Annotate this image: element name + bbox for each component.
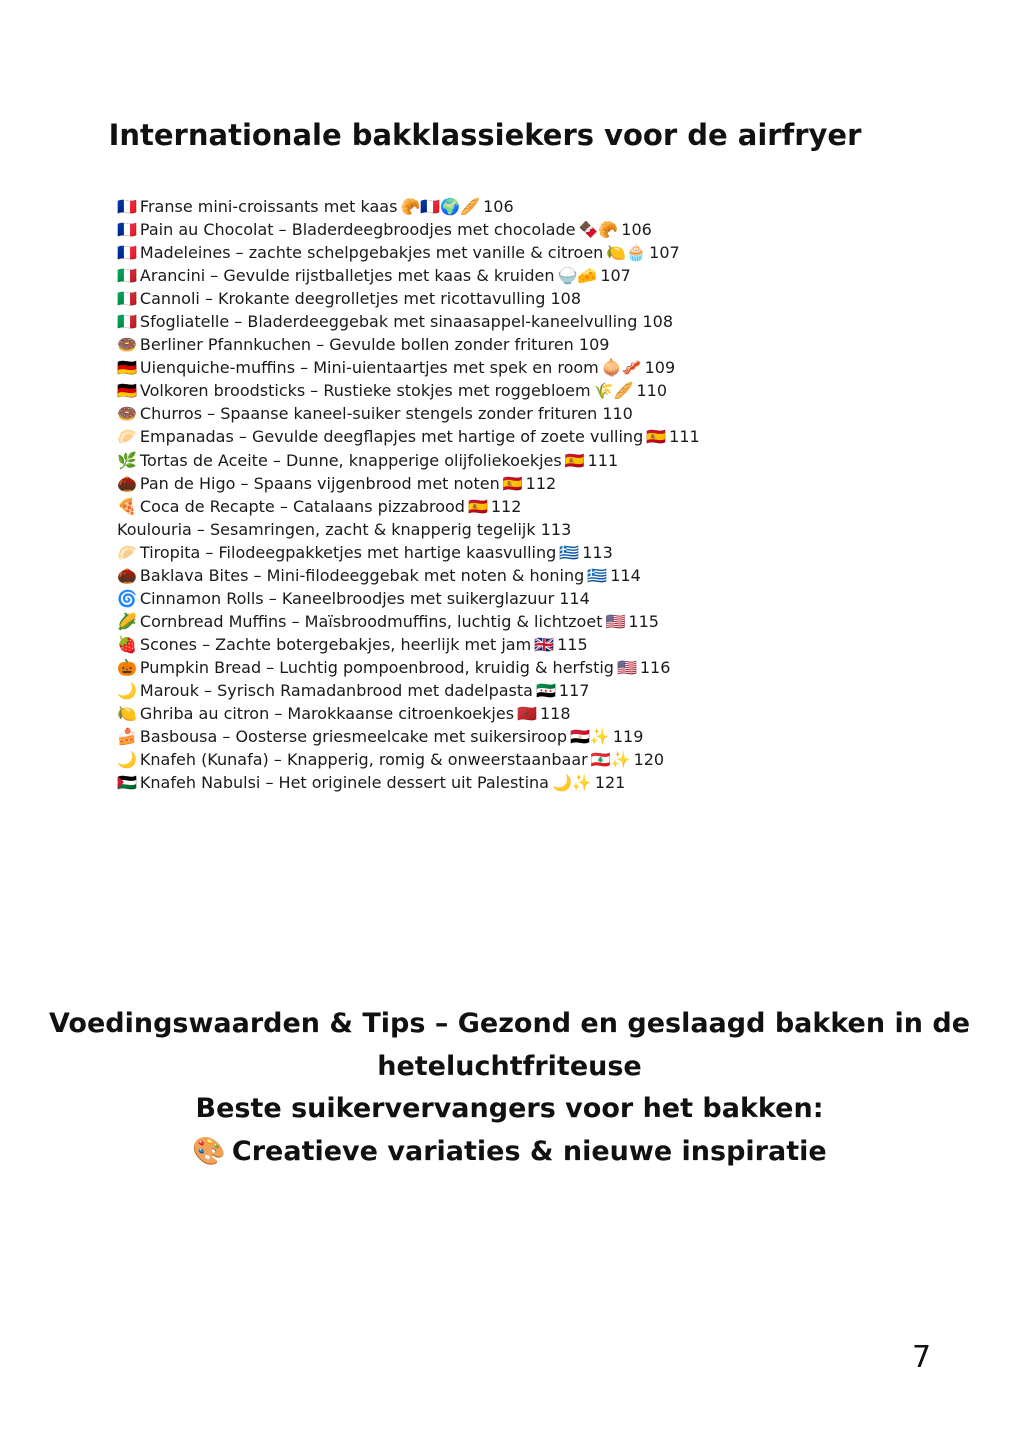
toc-entry-title: Berliner Pfannkuchen – Gevulde bollen zonder frituren: [139, 335, 574, 355]
section-headings: [0, 1003, 1019, 1173]
toc-entry: [117, 748, 917, 771]
toc-page-number: 116: [639, 657, 671, 677]
toc-lead-icon: 🥟: [117, 427, 137, 447]
toc-lead-icon: 🍋: [117, 704, 137, 724]
toc-entry: [117, 310, 917, 333]
section-heading-line-4: [0, 1131, 1019, 1174]
toc-entry-title: Baklava Bites – Mini-filodeeggebak met noten & honing: [139, 565, 585, 585]
toc-page-number: 121: [594, 773, 626, 793]
toc-page-number: 119: [612, 727, 644, 747]
toc-page-number: 115: [557, 634, 588, 654]
toc-entry-title: Madeleines – zachte schelpgebakjes met vanille & citroen: [139, 243, 604, 263]
toc-page-number: 106: [483, 197, 514, 216]
toc-lead-icon: 🇫🇷: [117, 197, 137, 216]
toc-entry-title: Arancini – Gevulde rijstballetjes met kaas & kruiden: [139, 266, 555, 286]
section-heading-line-1: Voedingswaarden & Tips – Gezond en geslaagd bakken in de: [48, 1008, 971, 1039]
toc-entry-title: Sfogliatelle – Bladerdeeggebak met sinaasappel-kaneelvulling: [139, 312, 638, 332]
toc-lead-icon: 🌙: [117, 680, 137, 700]
toc-entry: [117, 356, 917, 379]
toc-trail-icons: 🇲🇦: [517, 704, 537, 724]
toc-page-number: 113: [540, 519, 572, 539]
toc-entry: [117, 195, 917, 218]
toc-page-number: 110: [602, 404, 633, 424]
toc-entry: [117, 564, 917, 587]
toc-entry: [117, 287, 917, 310]
toc-lead-icon: 🌀: [117, 588, 137, 608]
toc-trail-icons: 🇪🇬✨: [570, 727, 610, 747]
toc-trail-icons: 🌾🥖: [593, 381, 634, 401]
toc-entry-title: Koulouria – Sesamringen, zacht & knapperig tegelijk: [117, 519, 536, 539]
toc-page-number: 114: [559, 588, 590, 608]
toc-trail-icons: 🥐🇫🇷🌍🥖: [400, 197, 481, 216]
toc-page-number: 106: [621, 220, 652, 240]
toc-trail-icons: 🇸🇾: [535, 680, 556, 700]
toc-trail-icons: 🇪🇸: [646, 427, 667, 447]
toc-trail-icons: 🍫🥐: [578, 220, 619, 240]
toc-page-number: 120: [633, 750, 665, 770]
toc-entry: [117, 241, 917, 264]
toc-lead-icon: 🍩: [117, 335, 137, 355]
toc-entry: [117, 725, 917, 748]
toc-page-number: 115: [628, 611, 659, 631]
toc-lead-icon: 🌰: [117, 473, 137, 493]
toc-trail-icons: 🇺🇸: [616, 657, 637, 677]
toc-trail-icons: 🇬🇷: [559, 542, 580, 562]
section-heading-line-4-text: Creatieve variaties & nieuwe inspiratie: [231, 1135, 827, 1167]
toc-entry-title: Uienquiche-muffins – Mini-uientaartjes met spek en room: [139, 358, 599, 378]
toc-entry: [117, 379, 917, 402]
toc-entry-title: Tiropita – Filodeegpakketjes met hartige kaasvulling: [139, 542, 557, 562]
toc-entry-title: Pumpkin Bread – Luchtig pompoenbrood, kruidig & herfstig: [139, 657, 614, 677]
toc-trail-icons: 🇬🇷: [587, 565, 608, 585]
toc-entry: [117, 771, 917, 794]
toc-lead-icon: 🍓: [117, 634, 137, 654]
toc-trail-icons: 🇱🇧✨: [590, 750, 631, 770]
toc-lead-icon: 🍰: [117, 727, 137, 747]
toc-trail-icons: 🍚🧀: [557, 266, 598, 286]
toc-entry-title: Cornbread Muffins – Maïsbroodmuffins, luchtig & lichtzoet: [139, 611, 603, 631]
page-title: Internationale bakklassiekers voor de airfryer: [108, 118, 862, 152]
toc-trail-icons: 🧅🥓: [601, 358, 642, 378]
toc-entry-title: Coca de Recapte – Catalaans pizzabrood: [139, 496, 465, 516]
toc-entry: [117, 402, 917, 425]
toc-entry: [117, 518, 917, 541]
toc-lead-icon: 🇮🇹: [117, 289, 137, 309]
toc-entry: [117, 449, 917, 472]
toc-lead-icon: 🎃: [117, 657, 137, 677]
toc-lead-icon: 🌿: [117, 450, 137, 470]
toc-lead-icon: 🇩🇪: [117, 381, 137, 401]
toc-entry: [117, 587, 917, 610]
toc-lead-icon: 🍕: [117, 496, 137, 516]
toc-entry: [117, 425, 917, 448]
toc-lead-icon: 🇮🇹: [117, 312, 137, 332]
toc-entry: [117, 679, 917, 702]
toc-trail-icons: 🇬🇧: [534, 634, 555, 654]
toc-page-number: 109: [644, 358, 676, 378]
toc-trail-icons: 🇪🇸: [502, 473, 523, 493]
toc-entry: [117, 264, 917, 287]
toc-page-number: 108: [550, 289, 582, 309]
section-heading-line-2: heteluchtfriteuse: [377, 1050, 642, 1082]
toc-page-number: 107: [600, 266, 631, 286]
toc-page-number: 118: [539, 704, 571, 724]
toc-entry: [117, 218, 917, 241]
toc-entry: [117, 702, 917, 725]
toc-trail-icons: 🌙✨: [551, 773, 592, 793]
toc-entry: [117, 610, 917, 633]
toc-trail-icons: 🇪🇸: [467, 496, 488, 516]
page-number: 7: [912, 1340, 932, 1375]
toc-lead-icon: 🌰: [117, 565, 137, 585]
toc-page-number: 107: [649, 243, 680, 263]
toc-lead-icon: 🇫🇷: [117, 243, 137, 263]
toc-lead-icon: 🍩: [117, 404, 137, 424]
toc-page-number: 111: [587, 450, 619, 470]
toc-entry: [117, 541, 917, 564]
toc-entry-title: Marouk – Syrisch Ramadanbrood met dadelpasta: [139, 680, 533, 700]
toc-entry-title: Basbousa – Oosterse griesmeelcake met suikersiroop: [139, 727, 567, 747]
toc-lead-icon: 🇮🇹: [117, 266, 137, 286]
toc-entry-title: Knafeh Nabulsi – Het originele dessert uit Palestina: [139, 773, 549, 793]
toc-trail-icons: 🍋🧁: [606, 243, 647, 263]
toc-entry-title: Knafeh (Kunafa) – Knapperig, romig & onweerstaanbaar: [139, 750, 588, 770]
toc-lead-icon: 🇵🇸: [117, 773, 137, 793]
table-of-contents: [117, 195, 917, 794]
toc-entry-title: Pan de Higo – Spaans vijgenbrood met noten: [139, 473, 500, 493]
toc-entry-title: Churros – Spaanse kaneel-suiker stengels zonder frituren: [139, 404, 598, 424]
toc-entry-title: Cannoli – Krokante deegrolletjes met ricottavulling: [139, 289, 546, 309]
toc-trail-icons: 🇺🇸: [605, 611, 626, 631]
toc-page-number: 109: [578, 335, 610, 355]
palette-icon: 🎨: [192, 1135, 226, 1167]
toc-entry-title: Tortas de Aceite – Dunne, knapperige olijfoliekoekjes: [139, 450, 562, 470]
toc-entry: [117, 656, 917, 679]
toc-lead-icon: 🇩🇪: [117, 358, 137, 378]
toc-page-number: 114: [610, 565, 641, 585]
toc-trail-icons: 🇪🇸: [564, 450, 585, 470]
toc-entry-title: Ghriba au citron – Marokkaanse citroenkoekjes: [139, 704, 515, 724]
toc-entry-title: Scones – Zachte botergebakjes, heerlijk met jam: [139, 634, 532, 654]
toc-entry: [117, 633, 917, 656]
toc-page-number: 110: [636, 381, 667, 401]
toc-lead-icon: 🌙: [117, 750, 137, 770]
toc-entry-title: Cinnamon Rolls – Kaneelbroodjes met suikerglazuur: [139, 588, 555, 608]
toc-lead-icon: 🌽: [117, 611, 137, 631]
toc-entry: [117, 495, 917, 518]
toc-page-number: 112: [525, 473, 557, 493]
toc-entry: [117, 333, 917, 356]
toc-entry: [117, 472, 917, 495]
toc-entry-title: Volkoren broodsticks – Rustieke stokjes met roggebloem: [139, 381, 591, 401]
toc-page-number: 112: [490, 496, 522, 516]
toc-lead-icon: 🥟: [117, 542, 137, 562]
toc-entry-title: Empanadas – Gevulde deegflapjes met hartige of zoete vulling: [139, 427, 644, 447]
section-heading-line-3: Beste suikervervangers voor het bakken:: [195, 1093, 824, 1124]
toc-page-number: 108: [642, 312, 673, 332]
toc-page-number: 117: [558, 680, 590, 700]
toc-entry-title: Franse mini-croissants met kaas: [139, 197, 398, 216]
toc-page-number: 111: [669, 427, 700, 447]
toc-lead-icon: 🇫🇷: [117, 220, 137, 240]
toc-entry-title: Pain au Chocolat – Bladerdeegbroodjes met chocolade: [139, 220, 576, 240]
toc-page-number: 113: [582, 542, 613, 562]
